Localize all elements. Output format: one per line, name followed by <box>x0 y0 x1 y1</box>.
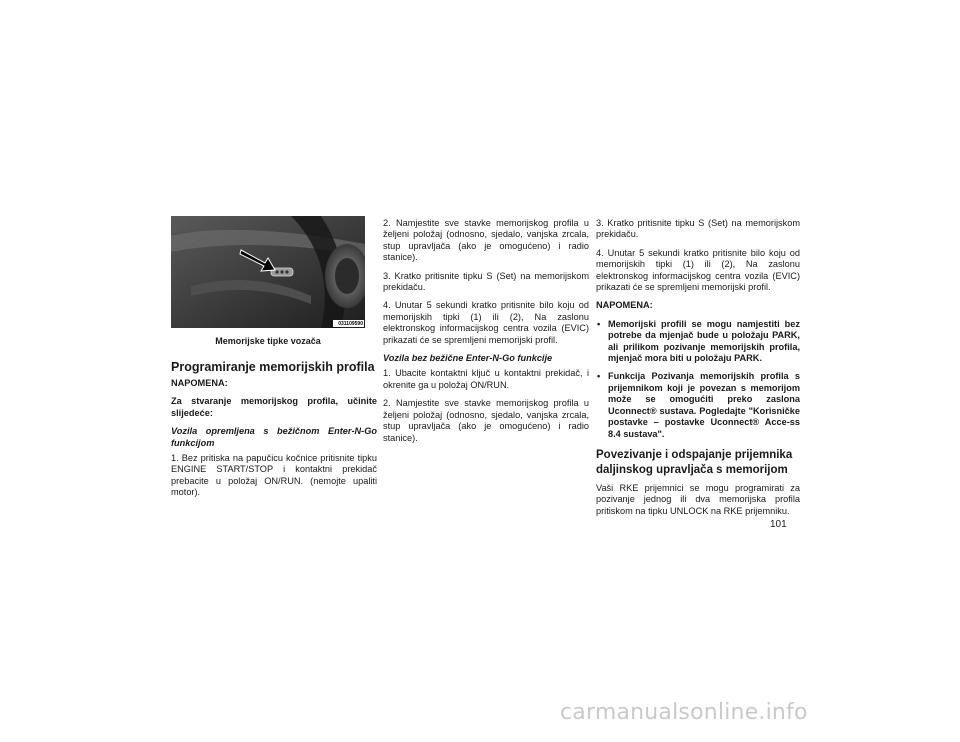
figure-code: 031109590 <box>338 321 363 327</box>
step-2-text: 2. Namjestite sve stavke memorijskog profila u željeni položaj (odnosno, sjedalo, vanjska zrcala, stup upravljača (ako je omogućeno) i radio stanice). <box>383 218 589 263</box>
figure-caption: Memorijske tipke vozača <box>215 336 321 346</box>
subheading-no-enter-n-go: Vozila bez bežične Enter-N-Go funkcije <box>383 353 553 364</box>
column-2 <box>383 218 589 451</box>
section-heading-programming: Programiranje memorijskih profila <box>171 360 375 374</box>
note-bullet-list <box>596 319 800 440</box>
c-step-3-text: 3. Kratko pritisnite tipku S (Set) na memorijskom prekidaču. <box>596 218 800 240</box>
door-panel-illustration <box>171 216 365 328</box>
note-label: NAPOMENA: <box>171 378 228 388</box>
list-item: • Funkcija Pozivanja memorijskih profila s prijemnikom koji je povezan s memorijom može se omogućiti preko zaslona Uconnect® sustava. Pogledajte "Korisničke postavke – postavke Uconnect® Acce-ss 8.4 sustava". <box>597 371 800 439</box>
list-item: • Memorijski profili se mogu namjestiti bez potrebe da mjenjač bude u položaju PARK, ali prilikom pozivanje memorijskih profila, mjenjač mora biti u položaju PARK. <box>597 318 800 364</box>
bullet-icon: • <box>597 371 601 382</box>
column-1 <box>171 360 377 506</box>
bullet-icon: • <box>597 318 601 329</box>
step-1-text: 1. Bez pritiska na papučicu kočnice pritisnite tipku ENGINE START/STOP i kontaktni prekidač prebacite u položaj ON/RUN. (nemojte upaliti motor). <box>171 453 377 498</box>
step-4-text: 4. Unutar 5 sekundi kratko pritisnite bilo koju od memorijskih tipki (1) ili (2), Na zaslonu elektronskog informacijskog centra vozila (EVIC) prikazati će se spremljeni memorijski profil. <box>383 300 589 345</box>
column-3 <box>596 218 800 524</box>
subheading-enter-n-go: Vozila opremljena s bežičnom Enter-N-Go funkcijom <box>171 426 377 448</box>
watermark: carmanualsonline.info <box>560 700 808 725</box>
b-step-1-text: 1. Ubacite kontaktni ključ u kontaktni prekidač, i okrenite ga u položaj ON/RUN. <box>383 368 589 390</box>
rke-body-text: Vaši RKE prijemnici se mogu programirati za pozivanje jednog ili dva memorijska profila pritiskom na tipku UNLOCK na RKE prijemniku. <box>596 482 800 516</box>
section-heading-rke-memory: Povezivanje i odspajanje prijemnika daljinskog upravljača s memorijom <box>596 448 793 476</box>
page-number: 101 <box>770 519 787 530</box>
step-3-text: 3. Kratko pritisnite tipku S (Set) na memorijskom prekidaču. <box>383 270 589 293</box>
c-step-4-text: 4. Unutar 5 sekundi kratko pritisnite bilo koju od memorijskih tipki (1) ili (2), Na zaslonu elektronskog informacijskog centra vozila (EVIC) prikazati će se spremljeni memorijski profil. <box>596 247 800 293</box>
b-step-2-text: 2. Namjestite sve stavke memorijskog profila u željeni položaj (odnosno, sjedalo, vanjska zrcala, stup upravljača (ako je omogućeno) i radio stanice). <box>383 398 589 443</box>
door-panel-figure <box>171 216 365 328</box>
note-text: Za stvaranje memorijskog profila, učinite slijedeće: <box>171 396 377 418</box>
c-note-label: NAPOMENA: <box>596 300 653 311</box>
